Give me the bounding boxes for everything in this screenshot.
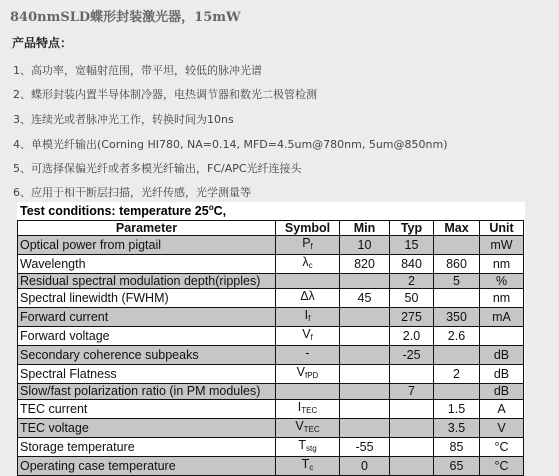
unit-cell — [480, 327, 524, 346]
feature-item: 1、高功率，宽幅射范围，带平坦，较低的脉冲光谱 — [13, 64, 262, 77]
symbol-subscript: TEC — [303, 424, 320, 434]
column-header: Symbol — [276, 221, 340, 236]
min-cell — [340, 327, 390, 346]
max-cell — [434, 236, 480, 255]
parameter-cell: Operating case temperature — [18, 456, 276, 475]
min-cell: 45 — [340, 289, 390, 308]
unit-cell: mW — [480, 236, 524, 255]
max-cell: 860 — [434, 255, 480, 274]
typ-cell — [390, 418, 434, 437]
features-heading: 产品特点： — [12, 36, 73, 50]
parameter-cell: Spectral linewidth (FWHM) — [18, 289, 276, 308]
typ-cell: 2 — [390, 274, 434, 289]
parameter-cell: Storage temperature — [18, 437, 276, 456]
typ-cell: 840 — [390, 255, 434, 274]
table-row — [18, 308, 524, 327]
table-row — [18, 255, 524, 274]
symbol-text: V — [302, 327, 311, 342]
symbol-cell — [276, 437, 340, 456]
symbol-cell — [276, 327, 340, 346]
feature-item: 3、连续光或者脉冲光工作，转换时间为10ns — [13, 113, 234, 126]
symbol-cell — [276, 384, 340, 399]
max-cell: 65 — [434, 456, 480, 475]
parameter-cell: Forward voltage — [18, 327, 276, 346]
feature-item: 2、蝶形封装内置半导体制冷器，电热调节器和数光二极管检测 — [13, 88, 317, 101]
table-row — [18, 399, 524, 418]
symbol-subscript: TEC — [301, 405, 318, 415]
typ-cell: 7 — [390, 384, 434, 399]
typ-cell: 275 — [390, 308, 434, 327]
max-cell — [434, 346, 480, 365]
specifications-table — [17, 220, 524, 476]
column-header: Typ — [390, 221, 434, 236]
symbol-cell — [276, 346, 340, 365]
unit-cell: mA — [480, 308, 524, 327]
table-row — [18, 384, 524, 399]
min-cell — [340, 346, 390, 365]
symbol-subscript: f — [310, 333, 313, 343]
specifications-panel — [17, 202, 525, 473]
max-cell: 1.5 — [434, 399, 480, 418]
typ-cell: 50 — [390, 289, 434, 308]
symbol-cell — [276, 456, 340, 475]
symbol-subscript: stg — [305, 443, 317, 453]
symbol-cell — [276, 365, 340, 384]
unit-cell: dB — [480, 346, 524, 365]
feature-item: 4、单模光纤输出(Corning HI780, NA=0.14, MFD=4.5um@780nm, 5um@850nm) — [13, 138, 448, 151]
symbol-cell — [276, 418, 340, 437]
max-cell: 2.6 — [434, 327, 480, 346]
symbol-text: V — [296, 365, 305, 380]
symbol-cell — [276, 255, 340, 274]
feature-item: 5、可选择保偏光纤或者多模光纤输出，FC/APC光纤连接头 — [13, 162, 302, 175]
symbol-text: - — [305, 346, 310, 361]
column-header: Min — [340, 221, 390, 236]
unit-cell: % — [480, 274, 524, 289]
symbol-subscript: c — [309, 462, 314, 472]
symbol-text: I — [304, 308, 309, 323]
table-row — [18, 327, 524, 346]
parameter-cell: Residual spectral modulation depth(ripples) — [18, 274, 276, 289]
table-row — [18, 236, 524, 255]
table-row — [18, 365, 524, 384]
table-row — [18, 418, 524, 437]
test-conditions-text: Test conditions: temperature 25 — [20, 204, 209, 219]
typ-cell: -25 — [390, 346, 434, 365]
min-cell — [340, 274, 390, 289]
degree-mark: o — [208, 203, 214, 212]
max-cell: 3.5 — [434, 418, 480, 437]
parameter-cell: TEC voltage — [18, 418, 276, 437]
symbol-text: Δλ — [300, 289, 315, 304]
column-header: Parameter — [18, 221, 276, 236]
feature-item: 6、应用于相干断层扫描，光纤传感，光学测量等 — [13, 186, 251, 199]
parameter-cell: Optical power from pigtail — [18, 236, 276, 255]
column-header: Unit — [480, 221, 524, 236]
min-cell: 820 — [340, 255, 390, 274]
min-cell — [340, 365, 390, 384]
unit-cell: nm — [480, 289, 524, 308]
unit-cell: nm — [480, 255, 524, 274]
symbol-text: V — [295, 418, 304, 433]
min-cell — [340, 418, 390, 437]
typ-cell — [390, 399, 434, 418]
min-cell — [340, 384, 390, 399]
test-conditions — [20, 203, 226, 218]
parameter-cell: Wavelength — [18, 255, 276, 274]
unit-cell: A — [480, 399, 524, 418]
typ-cell — [390, 365, 434, 384]
max-cell: 5 — [434, 274, 480, 289]
unit-cell: dB — [480, 365, 524, 384]
symbol-subscript: f — [310, 242, 313, 252]
typ-cell — [390, 456, 434, 475]
table-row — [18, 274, 524, 289]
table-header-row — [18, 221, 524, 236]
min-cell: -55 — [340, 437, 390, 456]
symbol-subscript: fPD — [305, 371, 319, 381]
typ-cell: 2.0 — [390, 327, 434, 346]
symbol-text: T — [298, 437, 306, 452]
typ-cell — [390, 437, 434, 456]
symbol-cell — [276, 236, 340, 255]
parameter-cell: Secondary coherence subpeaks — [18, 346, 276, 365]
unit-cell: °C — [480, 437, 524, 456]
symbol-subscript: c — [308, 261, 313, 271]
symbol-cell — [276, 289, 340, 308]
min-cell: 0 — [340, 456, 390, 475]
symbol-subscript: f — [308, 314, 311, 324]
max-cell: 85 — [434, 437, 480, 456]
symbol-cell — [276, 399, 340, 418]
typ-cell: 15 — [390, 236, 434, 255]
unit-cell: dB — [480, 384, 524, 399]
unit-cell: V — [480, 418, 524, 437]
parameter-cell: Spectral Flatness — [18, 365, 276, 384]
parameter-cell: Slow/fast polarization ratio (in PM modules) — [18, 384, 276, 399]
min-cell — [340, 308, 390, 327]
max-cell: 350 — [434, 308, 480, 327]
unit-cell: °C — [480, 456, 524, 475]
symbol-text: I — [297, 399, 302, 414]
test-conditions-unit: C, — [213, 204, 227, 219]
symbol-text: T — [301, 456, 310, 471]
max-cell: 2 — [434, 365, 480, 384]
parameter-cell: Forward current — [18, 308, 276, 327]
min-cell — [340, 399, 390, 418]
parameter-cell: TEC current — [18, 399, 276, 418]
table-row — [18, 456, 524, 475]
symbol-text: P — [302, 236, 311, 251]
symbol-cell — [276, 308, 340, 327]
table-row — [18, 289, 524, 308]
symbol-cell — [276, 274, 340, 289]
page-title: 840nmSLD蝶形封装激光器，15mW — [10, 10, 241, 25]
max-cell — [434, 289, 480, 308]
column-header: Max — [434, 221, 480, 236]
symbol-text: λ — [302, 255, 309, 270]
max-cell — [434, 384, 480, 399]
table-row — [18, 346, 524, 365]
min-cell: 10 — [340, 236, 390, 255]
table-row — [18, 437, 524, 456]
